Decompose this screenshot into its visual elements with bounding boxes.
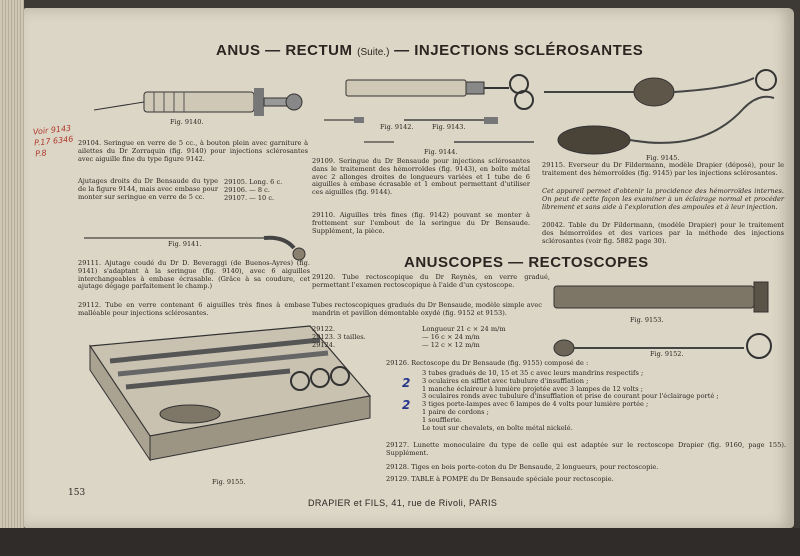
tube-numbers xyxy=(312,326,412,349)
item-29111: 29111. Ajutage coudé du Dr D. Beveraggi (de Buenos-Ayres) (fig. 9141) s'adaptant à la seringue (fig. 9140), avec 6 aiguilles interchangeables à embase écrasable. (Grâce à sa coudure, cet ajutage dégage parfaitement le champ.) xyxy=(78,259,310,291)
ajutages-text: Ajutages droits du Dr Bensaude du type de la figure 9144, mais avec embase pour monter sur seringue en verre de 5 cc. xyxy=(78,177,218,201)
tube-length: Longueur 21 c × 24 m/m xyxy=(422,325,506,333)
item-20042: 20042. Table du Dr Fildermann, (modèle Drapier) pour le traitement des hémorroïdes et des varices par la méthode des injections sclérosantes (voir fig. 5882 page 30). xyxy=(542,221,784,245)
fig-9144-caption: Fig. 9144. xyxy=(424,148,458,156)
item-29112: 29112. Tube en verre contenant 6 aiguilles très fines à embase malléable pour injections sclérosantes. xyxy=(78,301,310,317)
item-29115: 29115. Everseur du Dr Fildermann, modèle Drapier (déposé), pour le traitement des hémorroïdes (fig. 9145) par les injections sclérosantes. xyxy=(542,161,784,177)
title-left: ANUS — RECTUM xyxy=(216,42,353,59)
component-line: 1 manche éclaireur à lumière projetée avec 3 lampes de 12 volts ; xyxy=(422,384,643,393)
page-number: 153 xyxy=(68,488,86,498)
ajutage-size: 29107. — 10 c. xyxy=(224,193,275,202)
tube-number: 29124. xyxy=(312,340,336,349)
fig-9141-caption: Fig. 9141. xyxy=(168,240,202,248)
page-title xyxy=(216,42,643,59)
tube-lengths xyxy=(422,326,532,349)
fig-9145-caption: Fig. 9145. xyxy=(646,154,680,162)
item-29109: 29109. Seringue du Dr Bensaude pour injections sclérosantes dans le traitement des hémorroïdes (fig. 9143), en boîte métal avec 2 allonges droites de longueurs variées et 1 tube de 6 aiguilles à embase écrasable et 1 embout permettant d'utiliser ces aiguilles (fig. 9144). xyxy=(312,157,530,197)
tube-length: — 12 c × 12 m/m xyxy=(422,340,480,349)
component-line: 3 tiges porte-lampes avec 6 lampes de 4 volts pour lumière portée ; xyxy=(422,400,649,409)
fig-9142-caption: Fig. 9142. xyxy=(380,123,414,131)
handwritten-mark: 2 xyxy=(402,398,411,412)
tubes-rectoscopiques: Tubes rectoscopiques gradués du Dr Bensaude, modèle simple avec mandrin et pavillon démontable oxydé (fig. 9152 et 9153). xyxy=(312,301,542,317)
publisher-footer: DRAPIER et FILS, 41, rue de Rivoli, PARIS xyxy=(308,498,498,508)
item-29129: 29129. TABLE à POMPE du Dr Bensaude spéciale pour rectoscopie. xyxy=(386,475,614,483)
ajutage-sizes xyxy=(224,179,314,202)
ajutage-size: 29106. — 8 c. xyxy=(224,185,270,194)
everseur-illustration xyxy=(534,68,794,168)
component-line: 3 oculaires en sifflet avec tubulure d'insufflation ; xyxy=(422,376,589,385)
section-title-anuscopes: ANUSCOPES — RECTOSCOPES xyxy=(404,254,649,271)
fig-9140-caption: Fig. 9140. xyxy=(170,118,204,126)
title-right: — INJECTIONS SCLÉROSANTES xyxy=(394,42,644,59)
title-suite: (Suite.) xyxy=(357,47,390,58)
fig-9155-caption: Fig. 9155. xyxy=(212,478,246,486)
page-edges xyxy=(0,0,24,556)
component-line: Le tout sur chevalets, en boîte métal nickelé. xyxy=(422,423,573,432)
ajutage-size: 29105. Long. 6 c. xyxy=(224,178,283,186)
handwritten-note: Voir 9143 P.17 6346 P.8 xyxy=(32,123,74,159)
tube-number: 29123. 3 tailles. xyxy=(312,332,366,341)
item-29120: 29120. Tube rectoscopique du Dr Reynès, en verre gradué, permettant l'examen rectoscopique à l'aide d'un cystoscope. xyxy=(312,273,550,289)
item-29126: 29126. Rectoscope du Dr Bensaude (fig. 9155) composé de : xyxy=(386,359,589,367)
tube-number: 29122. xyxy=(312,325,336,333)
catalog-page xyxy=(24,8,794,528)
component-line: 3 oculaires ronds avec tubulure d'insufflation et prise de courant pour l'éclairage porté ; xyxy=(422,392,719,401)
component-line: 1 paire de cordons ; xyxy=(422,407,489,416)
item-29104: 29104. Seringue en verre de 5 cc., à bouton plein avec garniture à ailettes du Dr Zorraquin (fig. 9140) pour injections sclérosantes avec aiguille fine du type figure 9142. xyxy=(78,139,308,163)
component-line: 1 soufflerie. xyxy=(422,415,462,424)
item-29110: 29110. Aiguilles très fines (fig. 9142) pouvant se monter à frottement sur l'embout de la seringue du Dr Bensaude. Supplément, la pièce. xyxy=(312,211,530,235)
everseur-note: Cet appareil permet d'obtenir la procidence des hémorroïdes internes. On peut de cette façon les examiner à un éclairage normal et procéder librement et sans aide à l'exploration des ampoules et à leur injection. xyxy=(542,187,784,211)
handwritten-mark: 2 xyxy=(402,376,411,390)
fig-9143-caption: Fig. 9143. xyxy=(432,123,466,131)
tube-length: — 16 c × 24 m/m xyxy=(422,332,480,341)
component-line: 3 tubes gradués de 10, 15 et 35 c avec leurs mandrins respectifs ; xyxy=(422,369,644,377)
fig-9153-caption: Fig. 9153. xyxy=(630,316,664,324)
rectoscope-components xyxy=(422,370,792,432)
fig-9152-caption: Fig. 9152. xyxy=(650,350,684,358)
item-29127: 29127. Lunette monoculaire du type de celle qui est adaptée sur le rectoscope Drapier (fig. 9160, page 155). Supplément. xyxy=(386,441,786,457)
syringe-illustration xyxy=(94,80,304,120)
book-shadow xyxy=(0,528,800,556)
item-29128: 29128. Tiges en bois porte-coton du Dr Bensaude, 2 longueurs, pour rectoscopie. xyxy=(386,463,659,471)
bensaude-syringe-illustration xyxy=(324,72,544,152)
